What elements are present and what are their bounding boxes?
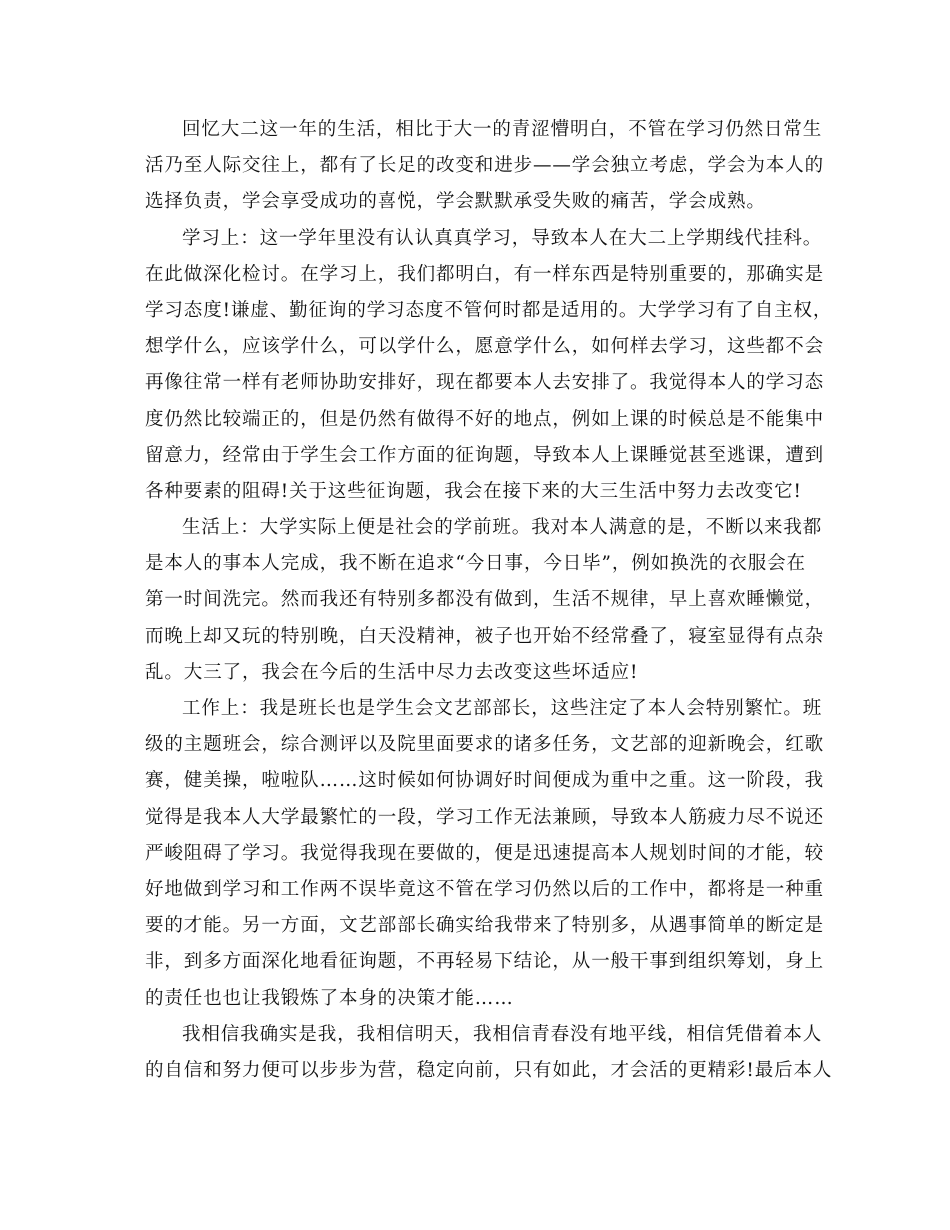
text-line: 各种要素的阻碍!关于这些征询题，我会在接下来的大三生活中努力去改变它!	[145, 480, 802, 502]
text-line: 学习态度!谦虚、勤征询的学习态度不管何时都是适用的。大学学习有了自主权，	[145, 299, 833, 321]
text-line: 想学什么，应该学什么，可以学什么，愿意学什么，如何样去学习，这些都不会	[145, 336, 825, 358]
text-line: 第一时间洗完。然而我还有特别多都没有做到，生活不规律，早上喜欢睡懒觉，	[145, 589, 825, 611]
text-line: 非，到多方面深化地看征询题，不再轻易下结论，从一般干事到组织筹划，身上	[145, 951, 825, 973]
text-line: 留意力，经常由于学生会工作方面的征询题，导致本人上课睡觉甚至逃课，遭到	[145, 444, 825, 466]
paragraph-first-line: 我相信我确实是我，我相信明天，我相信青春没有地平线，相信凭借着本人	[182, 1023, 823, 1045]
text-line: 在此做深化检讨。在学习上，我们都明白，有一样东西是特别重要的，那确实是	[145, 263, 825, 285]
text-line: 乱。大三了，我会在今后的生活中尽力去改变这些坏适应!	[145, 661, 639, 683]
paragraph-first-line: 回忆大二这一年的生活，相比于大一的青涩懵明白，不管在学习仍然日常生	[182, 119, 823, 140]
text-line: 严峻阻碍了学习。我觉得我现在要做的，便是迅速提高本人规划时间的才能，较	[145, 842, 825, 864]
document-body	[145, 112, 833, 1089]
text-line: 活乃至人际交往上，都有了长足的改变和进步——学会独立考虑，学会为本人的	[145, 155, 825, 177]
text-line: 赛，健美操，啦啦队……这时候如何协调好时间便成为重中之重。这一阶段，我	[145, 770, 825, 792]
text-line: 而晚上却又玩的特别晚，白天没精神，被子也开始不经常叠了，寝室显得有点杂	[145, 625, 825, 647]
text-line: 的责任也也让我锻炼了本身的决策才能……	[145, 987, 514, 1009]
paragraph-first-line: 生活上：大学实际上便是社会的学前班。我对本人满意的是，不断以来我都	[182, 517, 823, 539]
text-line: 觉得是我本人大学最繁忙的一段，学习工作无法兼顾，导致本人筋疲力尽不说还	[145, 806, 825, 828]
text-line: 级的主题班会，综合测评以及院里面要求的诸多任务，文艺部的迎新晚会，红歌	[145, 734, 825, 756]
text-line: 的自信和努力便可以步步为营，稳定向前，只有如此，才会活的更精彩!最后本人	[145, 1059, 833, 1081]
text-line: 要的才能。另一方面，文艺部部长确实给我带来了特别多，从遇事简单的断定是	[145, 915, 825, 937]
text-line: 再像往常一样有老师协助安排好，现在都要本人去安排了。我觉得本人的学习态	[145, 372, 825, 394]
text-line: 好地做到学习和工作两不误毕竟这不管在学习仍然以后的工作中，都将是一种重	[145, 878, 825, 900]
text-line: 是本人的事本人完成，我不断在追求“今日事，今日毕”，例如换洗的衣服会在	[145, 553, 806, 575]
paragraph-first-line: 学习上：这一学年里没有认认真真学习，导致本人在大二上学期线代挂科。	[182, 227, 823, 249]
paragraph-first-line: 工作上：我是班长也是学生会文艺部部长，这些注定了本人会特别繁忙。班	[182, 698, 823, 719]
text-line: 选择负责，学会享受成功的喜悦，学会默默承受失败的痛苦，学会成熟。	[145, 191, 766, 213]
text-line: 度仍然比较端正的，但是仍然有做得不好的地点，例如上课的时候总是不能集中	[145, 408, 825, 430]
